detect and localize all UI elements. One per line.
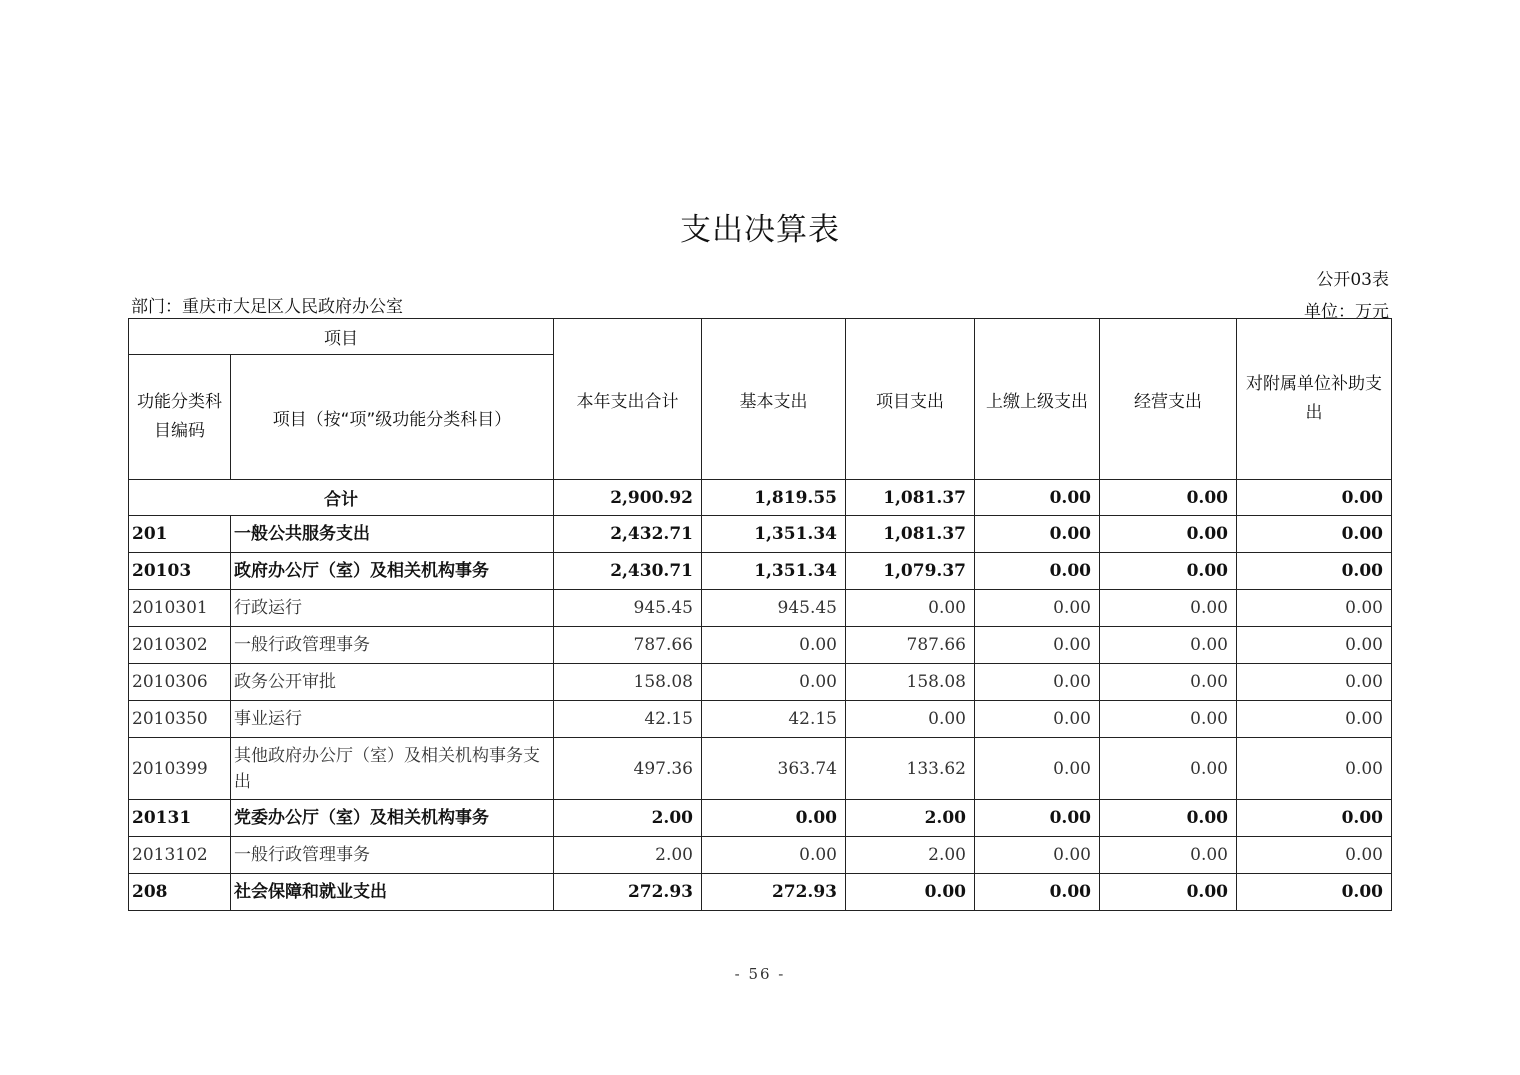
row-value: 1,351.34 [702,553,846,590]
table-row [129,553,1392,590]
department-label: 部门：重庆市大足区人民政府办公室 [131,297,403,317]
total-value: 2,900.92 [554,480,702,516]
table-row [129,738,1392,800]
row-value: 0.00 [1237,553,1392,590]
row-value: 497.36 [554,738,702,800]
row-value: 0.00 [702,627,846,664]
row-value: 0.00 [1100,627,1237,664]
row-value: 0.00 [1100,738,1237,800]
row-value: 2.00 [846,837,975,874]
table-code-label: 公开03表 [1316,270,1389,290]
row-value: 0.00 [1237,837,1392,874]
row-value: 0.00 [1237,664,1392,701]
row-name: 一般行政管理事务 [231,837,554,874]
table-row [129,627,1392,664]
row-value: 2.00 [554,837,702,874]
row-value: 0.00 [975,553,1100,590]
row-value: 1,081.37 [846,516,975,553]
row-value: 2.00 [554,800,702,837]
row-value: 945.45 [702,590,846,627]
table-row [129,800,1392,837]
total-value: 0.00 [1100,480,1237,516]
row-value: 0.00 [1237,874,1392,911]
row-value: 1,079.37 [846,553,975,590]
unit-label: 单位：万元 [1304,302,1389,322]
header-basic: 基本支出 [702,319,846,480]
row-value: 0.00 [975,800,1100,837]
header-name: 项目（按“项”级功能分类科目） [231,355,554,480]
row-value: 272.93 [554,874,702,911]
row-value: 2,430.71 [554,553,702,590]
row-value: 0.00 [846,701,975,738]
row-name: 一般公共服务支出 [231,516,554,553]
page-number: - 56 - [734,965,786,983]
row-value: 0.00 [1100,701,1237,738]
header-project-expenditure: 项目支出 [846,319,975,480]
page-title: 支出决算表 [680,212,840,248]
row-value: 42.15 [554,701,702,738]
row-value: 2,432.71 [554,516,702,553]
table-row [129,874,1392,911]
row-code: 2010301 [129,590,231,627]
row-name: 其他政府办公厅（室）及相关机构事务支出 [231,738,554,800]
row-value: 0.00 [975,664,1100,701]
row-name: 政务公开审批 [231,664,554,701]
row-code: 20131 [129,800,231,837]
row-value: 0.00 [975,874,1100,911]
row-value: 0.00 [1100,874,1237,911]
header-total: 本年支出合计 [554,319,702,480]
row-value: 363.74 [702,738,846,800]
row-code: 20103 [129,553,231,590]
total-value: 0.00 [975,480,1100,516]
row-value: 0.00 [1237,516,1392,553]
row-code: 201 [129,516,231,553]
row-value: 133.62 [846,738,975,800]
row-code: 208 [129,874,231,911]
row-value: 272.93 [702,874,846,911]
row-value: 0.00 [975,738,1100,800]
expenditure-table [128,318,1392,911]
row-value: 0.00 [1100,664,1237,701]
row-value: 2.00 [846,800,975,837]
total-value: 1,081.37 [846,480,975,516]
row-code: 2013102 [129,837,231,874]
row-value: 0.00 [1237,627,1392,664]
row-value: 158.08 [846,664,975,701]
row-value: 0.00 [1237,590,1392,627]
header-code: 功能分类科目编码 [129,355,231,480]
row-value: 0.00 [1100,800,1237,837]
row-value: 945.45 [554,590,702,627]
row-value: 0.00 [1237,701,1392,738]
row-value: 0.00 [1237,738,1392,800]
row-value: 0.00 [702,837,846,874]
row-code: 2010306 [129,664,231,701]
row-value: 42.15 [702,701,846,738]
total-value: 0.00 [1237,480,1392,516]
header-business: 经营支出 [1100,319,1237,480]
header-upper: 上缴上级支出 [975,319,1100,480]
row-value: 1,351.34 [702,516,846,553]
table-row [129,664,1392,701]
row-value: 0.00 [975,516,1100,553]
table-row [129,516,1392,553]
row-value: 0.00 [975,837,1100,874]
row-value: 0.00 [846,874,975,911]
table-body [129,516,1392,911]
row-value: 0.00 [702,664,846,701]
row-value: 0.00 [1100,837,1237,874]
row-value: 0.00 [1237,800,1392,837]
row-value: 787.66 [846,627,975,664]
row-name: 行政运行 [231,590,554,627]
row-name: 政府办公厅（室）及相关机构事务 [231,553,554,590]
row-name: 事业运行 [231,701,554,738]
row-value: 787.66 [554,627,702,664]
row-value: 0.00 [846,590,975,627]
row-value: 0.00 [1100,516,1237,553]
table-row [129,590,1392,627]
row-name: 社会保障和就业支出 [231,874,554,911]
header-subsidy: 对附属单位补助支出 [1237,319,1392,480]
row-name: 一般行政管理事务 [231,627,554,664]
table-row [129,701,1392,738]
row-code: 2010399 [129,738,231,800]
row-value: 0.00 [975,627,1100,664]
row-code: 2010350 [129,701,231,738]
table-row [129,837,1392,874]
header-project: 项目 [129,319,554,355]
row-code: 2010302 [129,627,231,664]
row-value: 0.00 [975,701,1100,738]
total-label: 合计 [129,480,554,516]
total-row [129,480,1392,516]
total-value: 1,819.55 [702,480,846,516]
row-value: 0.00 [1100,553,1237,590]
row-value: 0.00 [975,590,1100,627]
row-value: 0.00 [702,800,846,837]
row-value: 0.00 [1100,590,1237,627]
row-value: 158.08 [554,664,702,701]
row-name: 党委办公厅（室）及相关机构事务 [231,800,554,837]
